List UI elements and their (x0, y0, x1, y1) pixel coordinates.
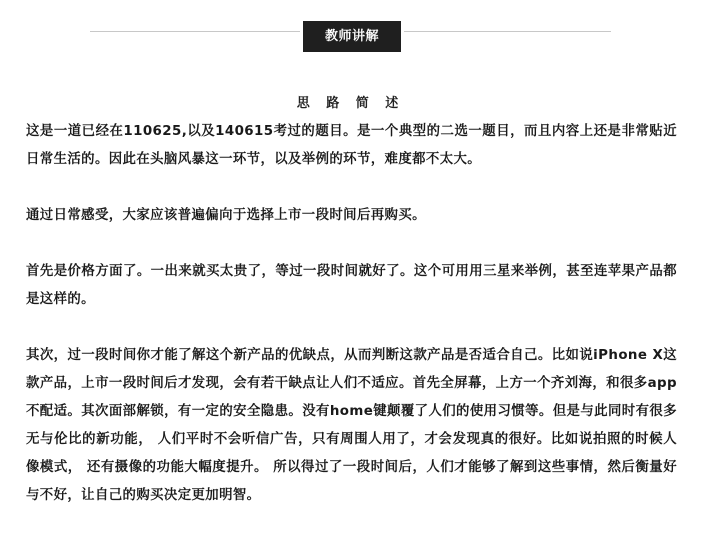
paragraph-intro: 这是一道已经在110625,以及140615考过的题目。是一个典型的二选一题目，而且内容上还是非常贴近日常生活的。因此在头脑风暴这一环节，以及举例的环节，难度都不太大。 (26, 124, 677, 167)
section-title-badge: 教师讲解 (300, 21, 404, 52)
subtitle: 思 路 简 述 (296, 96, 405, 111)
paragraph-evaluation: 其次，过一段时间你才能了解这个新产品的优缺点，从而判断这款产品是否适合自己。比如说iPhone X这款产品，上市一段时间后才发现，会有若干缺点让人们不适应。首先全屏幕，上方一个齐刘海，和很多app不配适。其次面部解锁，有一定的安全隐患。没有home键颠覆了人们的使用习惯等。但是与此同时有很多无与伦比的新功能， 人们平时不会听信广告，只有周围人用了，才会发现真的很好。比如说拍照的时候人像模式， 还有摄像的功能大幅度提升。 所以得过了一段时间后，人们才能够了解到这些事情，然后衡量好与不好，让自己的购买决定更加明智。 (26, 348, 677, 503)
paragraph-price: 首先是价格方面了。一出来就买太贵了，等过一段时间就好了。这个可用用三星来举例，甚至连苹果产品都是这样的。 (26, 264, 677, 307)
paragraph-preference: 通过日常感受，大家应该普遍偏向于选择上市一段时间后再购买。 (26, 208, 426, 223)
article-body (26, 118, 677, 510)
